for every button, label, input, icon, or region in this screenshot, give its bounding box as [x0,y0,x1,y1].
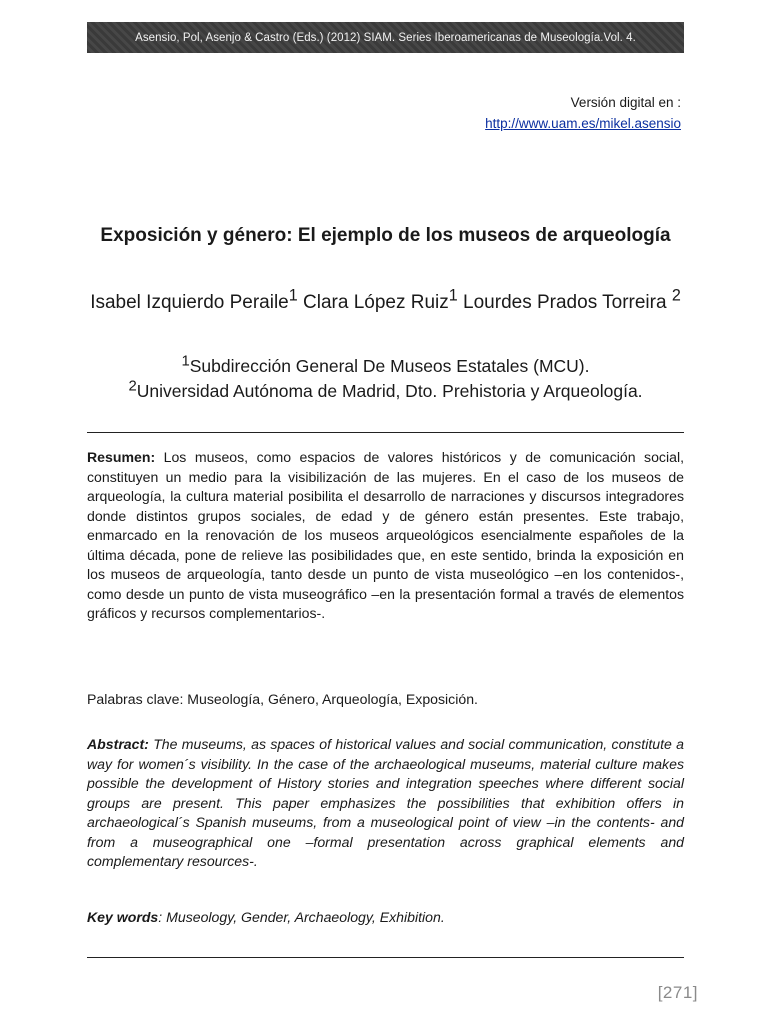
divider-bottom [87,957,684,958]
palabras-clave: Palabras clave: Museología, Género, Arqueología, Exposición. [87,691,478,707]
digital-version [485,92,681,134]
author-mark: 1 [288,286,298,305]
affiliation-text: Universidad Autónoma de Madrid, Dto. Prehistoria y Arqueología. [136,381,643,401]
affiliation-mark: 1 [181,353,190,370]
key-words-label: Key words [87,909,159,925]
affiliation-text: Subdirección General De Museos Estatales (MCU). [189,356,590,376]
author-name: Isabel Izquierdo Peraile [90,292,289,313]
affiliation-mark: 2 [128,378,137,395]
resumen-label: Resumen: [87,449,156,465]
affiliation-line [87,354,684,379]
resumen-text: Los museos, como espacios de valores históricos y de comunicación social, constituyen un medio para la visibilización de las mujeres. En el caso de los museos de arqueología, la cultura material posibilita el desarrollo de narraciones y discursos integradores donde distintos grupos sociales, de edad y de género están presentes. Este trabajo, enmarcado en la renovación de los museos arqueológicos esencialmente españoles de la última década, pone de relieve las posibilidades que, en este sentido, brinda la exposición en los museos de arqueología, tanto desde un punto de vista museológico –en los contenidos-, como desde un punto de vista museográfico –en la presentación formal a través de elementos gráficos y recursos complementarios-. [87,449,684,621]
resumen-paragraph [87,448,684,624]
authors [87,286,684,314]
header-bar [87,22,684,53]
header-citation: Asensio, Pol, Asenjo & Castro (Eds.) (2012) SIAM. Series Iberoamericanas de Museología.Vol. 4. [135,31,636,44]
digital-version-label: Versión digital en : [570,95,681,110]
author-name: Clara López Ruiz [303,292,449,313]
author-name: Lourdes Prados Torreira [463,292,667,313]
divider-top [87,432,684,433]
paper-title: Exposición y género: El ejemplo de los museos de arqueología [100,225,671,246]
page-number: [271] [657,983,698,1002]
affiliations [87,354,684,404]
key-words [87,908,684,928]
key-words-text: : Museology, Gender, Archaeology, Exhibition. [158,909,445,925]
abstract-text: The museums, as spaces of historical values and social communication, constitute a way for women´s visibility. In the case of the archaeological museums, material culture makes possible the development of History stories and integration speeches where different social groups are present. This paper emphasizes the possibilities that exhibition offers in archaeological´s Spanish museums, from a museological point of view –in the contents- and from a museographical one –formal presentation across graphical elements and complementary resources-. [87,736,685,869]
author-mark: 1 [448,286,458,305]
author-mark: 2 [671,286,681,305]
affiliation-line [87,379,684,404]
abstract-paragraph [87,735,684,872]
digital-version-link[interactable]: http://www.uam.es/mikel.asensio [485,116,681,131]
abstract-label: Abstract: [87,736,149,752]
